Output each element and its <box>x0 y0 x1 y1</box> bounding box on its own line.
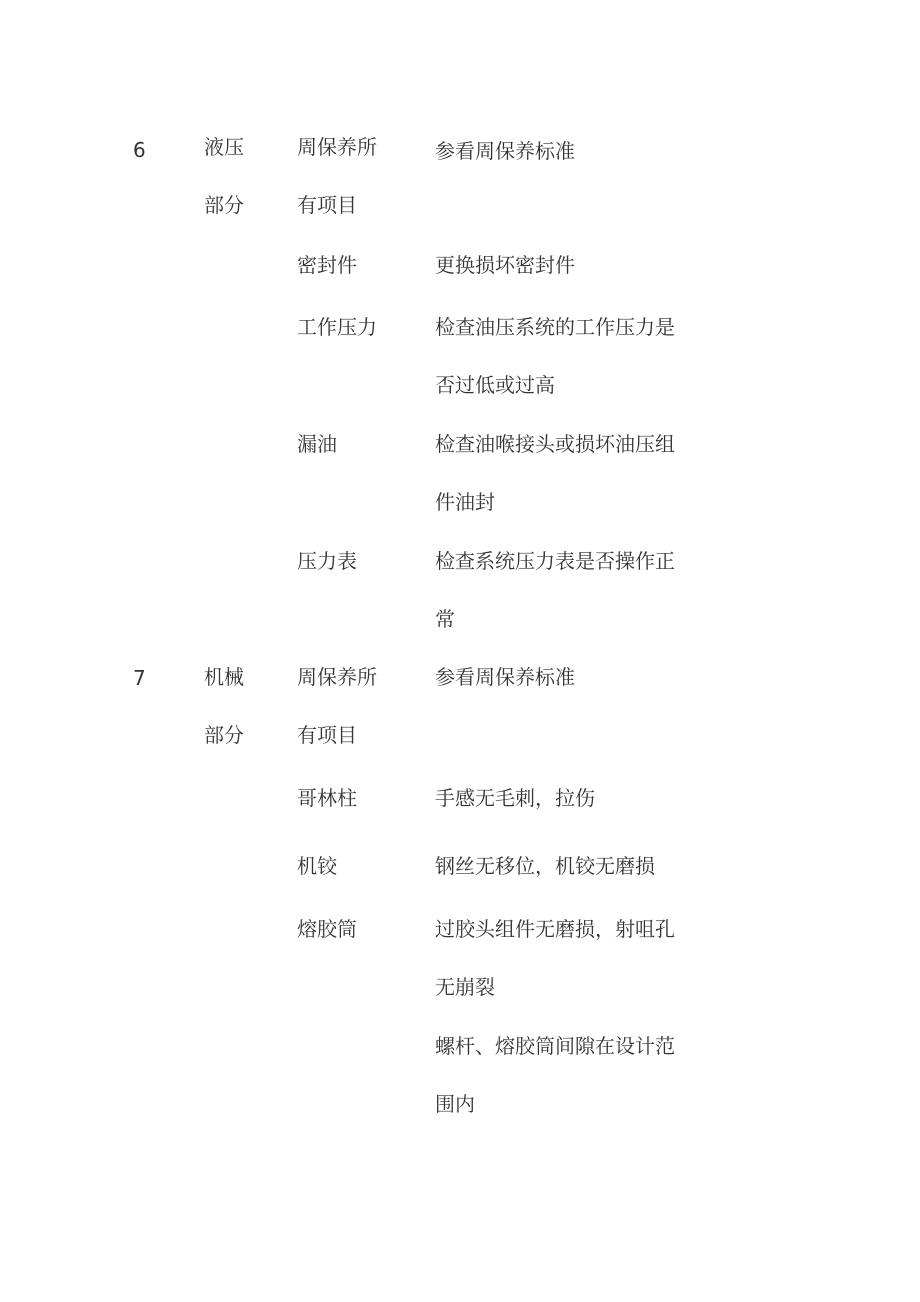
item-cell <box>297 900 357 958</box>
category-line: 部分 <box>204 723 244 747</box>
section-number: 7 <box>133 666 146 690</box>
standard-line: 钢丝无移位，机铰无磨损 <box>435 854 655 878</box>
standard-line: 参看周保养标准 <box>435 665 575 689</box>
standard-line: 检查油压系统的工作压力是 <box>435 315 675 339</box>
standard-line: 手感无毛刺，拉伤 <box>435 786 595 810</box>
section-number: 6 <box>133 138 146 162</box>
item-cell <box>297 118 377 234</box>
standard-cell <box>435 298 675 414</box>
standard-cell <box>435 900 675 1016</box>
standard-line: 无崩裂 <box>435 975 495 999</box>
item-line: 有项目 <box>297 723 357 747</box>
item-line: 密封件 <box>297 253 357 277</box>
standard-line: 检查油喉接头或损坏油压组 <box>435 432 675 456</box>
standard-line: 常 <box>435 607 455 631</box>
section-category <box>204 648 244 764</box>
standard-line: 过胶头组件无磨损，射咀孔 <box>435 917 675 941</box>
standard-cell <box>435 122 575 180</box>
category-line: 部分 <box>204 193 244 217</box>
item-cell <box>297 298 377 356</box>
standard-line: 件油封 <box>435 490 495 514</box>
standard-cell <box>435 236 575 294</box>
item-line: 周保养所 <box>297 665 377 689</box>
item-cell <box>297 837 337 895</box>
standard-line: 围内 <box>435 1092 475 1116</box>
standard-line: 否过低或过高 <box>435 373 555 397</box>
standard-cell <box>435 532 675 648</box>
section-category <box>204 118 244 234</box>
item-cell <box>297 532 357 590</box>
item-line: 有项目 <box>297 193 357 217</box>
category-line: 机械 <box>204 665 244 689</box>
standard-line: 检查系统压力表是否操作正 <box>435 549 675 573</box>
item-line: 哥林柱 <box>297 786 357 810</box>
standard-line: 螺杆、熔胶筒间隙在设计范 <box>435 1034 675 1058</box>
item-line: 工作压力 <box>297 315 377 339</box>
item-cell <box>297 648 377 764</box>
standard-cell <box>435 648 575 706</box>
standard-cell <box>435 1017 675 1133</box>
category-line: 液压 <box>204 135 244 159</box>
item-line: 机铰 <box>297 854 337 878</box>
item-line: 周保养所 <box>297 135 377 159</box>
standard-cell <box>435 837 655 895</box>
item-line: 压力表 <box>297 549 357 573</box>
item-cell <box>297 769 357 827</box>
standard-cell <box>435 769 595 827</box>
standard-line: 参看周保养标准 <box>435 139 575 163</box>
item-line: 熔胶筒 <box>297 917 357 941</box>
standard-cell <box>435 415 675 531</box>
item-cell <box>297 415 337 473</box>
item-cell <box>297 236 357 294</box>
standard-line: 更换损坏密封件 <box>435 253 575 277</box>
item-line: 漏油 <box>297 432 337 456</box>
